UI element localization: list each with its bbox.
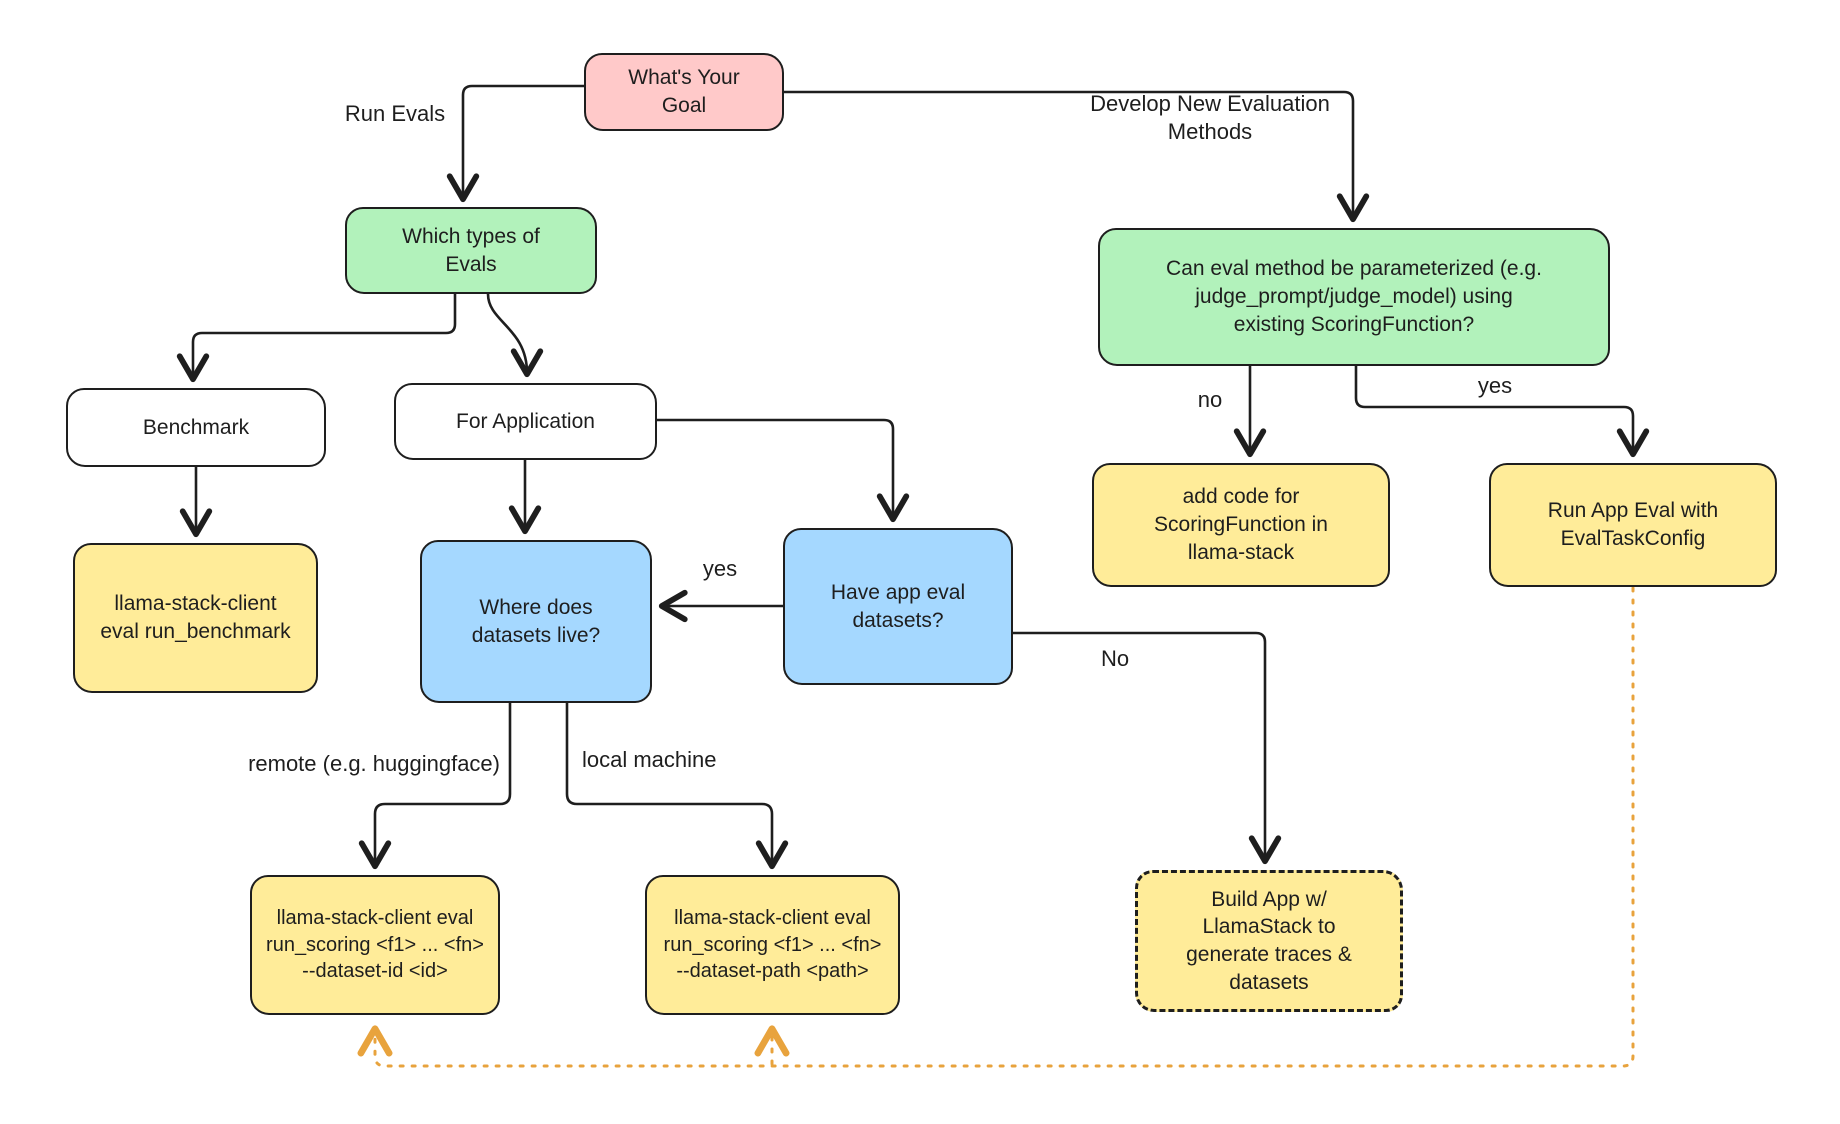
node-add-code-for-scoringfunction: add code for ScoringFunction in llama-stack (1092, 463, 1390, 587)
edge-label-local-machine: local machine (582, 747, 717, 772)
node-run-benchmark-command: llama-stack-client eval run_benchmark (73, 543, 318, 693)
edge-label-no-have-datasets: No (1100, 646, 1130, 671)
node-whats-your-goal: What's Your Goal (584, 53, 784, 131)
node-run-scoring-dataset-id-command: llama-stack-client eval run_scoring <f1> ... <fn> --dataset-id <id> (250, 875, 500, 1015)
edge-goal-to-which-types (463, 86, 584, 198)
node-run-scoring-dataset-path-command: llama-stack-client eval run_scoring <f1> ... <fn> --dataset-path <path> (645, 875, 900, 1015)
edge-label-no-parameterized: no (1197, 387, 1223, 412)
edge-label-remote-huggingface: remote (e.g. huggingface) (248, 751, 500, 776)
node-run-app-eval-with-evaltaskconfig: Run App Eval with EvalTaskConfig (1489, 463, 1777, 587)
edge-label-develop-new-evaluation-methods: Develop New Evaluation Methods (1090, 91, 1330, 145)
node-can-eval-method-be-parameterized: Can eval method be parameterized (e.g. judge_prompt/judge_model) using existing ScoringFunction? (1098, 228, 1610, 366)
edge-label-run-evals: Run Evals (344, 101, 446, 126)
node-have-app-eval-datasets: Have app eval datasets? (783, 528, 1013, 685)
node-build-app-with-llamastack: Build App w/ LlamaStack to generate traces & datasets (1135, 870, 1403, 1012)
edge-where-datasets-local-to-run-scoring-local (567, 703, 772, 865)
node-which-types-of-evals: Which types of Evals (345, 207, 597, 294)
node-where-does-datasets-live: Where does datasets live? (420, 540, 652, 703)
edge-which-types-to-benchmark (193, 294, 455, 378)
node-benchmark: Benchmark (66, 388, 326, 467)
node-for-application: For Application (394, 383, 657, 460)
edge-label-yes-have-datasets: yes (702, 556, 738, 581)
edge-which-types-to-for-application (488, 294, 527, 373)
edge-label-yes-parameterized: yes (1477, 373, 1513, 398)
edge-for-application-to-have-datasets (657, 420, 893, 518)
edge-where-datasets-remote-to-run-scoring-remote (375, 703, 510, 865)
